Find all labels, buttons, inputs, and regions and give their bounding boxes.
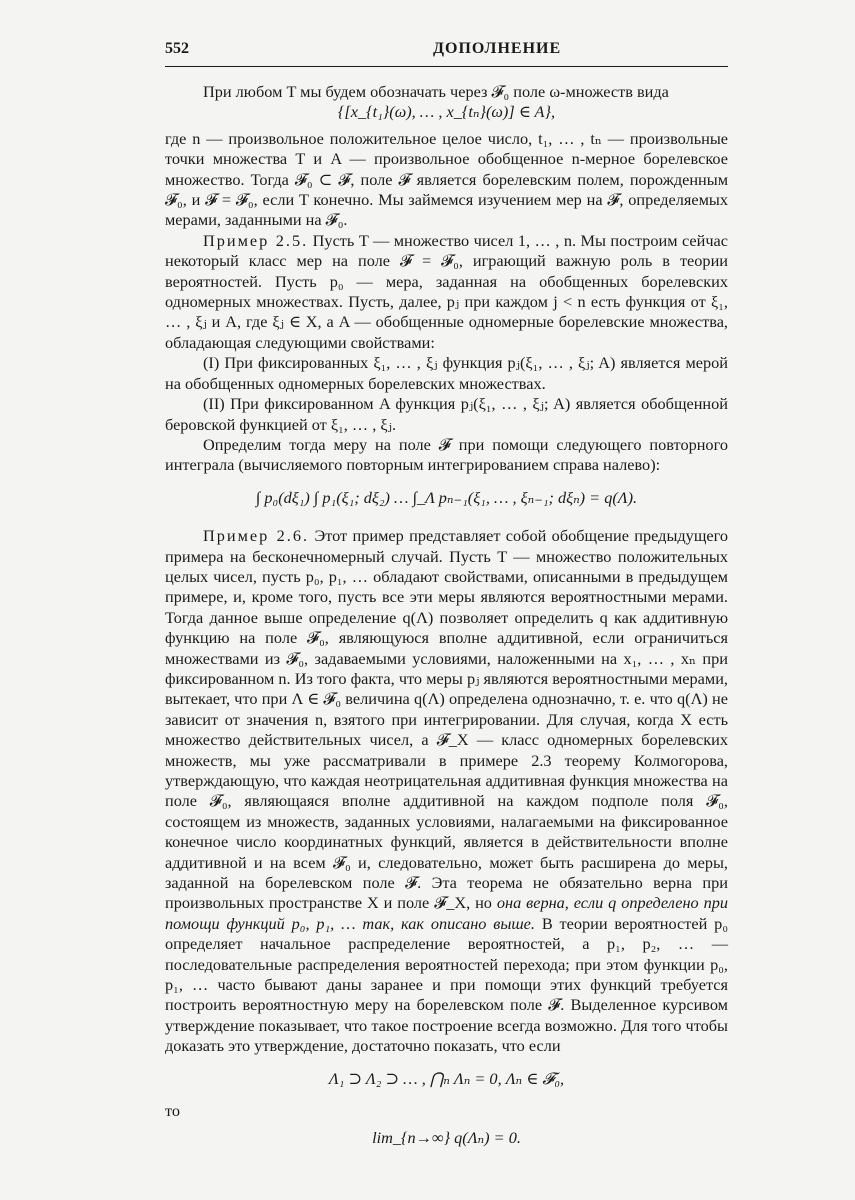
example-2-5-text: Пусть T — множество чисел 1, … , n. Мы построим сейчас некоторый класс мер на поле 𝓕 = 𝓕₀, играющий важную роль в теории вероятностей. Пусть p₀ — мера, заданная на обобщенных борелевских одномерных множествах. Пусть, далее, pⱼ при каждом j < n есть функция от ξ₁, … , ξⱼ и A, где ξⱼ ∈ X, а A — обобщенные одномерные борелевские множества, обладающая следующими свойствами:: [165, 230, 728, 352]
example-2-5: [165, 231, 728, 353]
example-2-6-italic-claim: она верна, если q определено при помощи функций p₀, p₁, … так, как описано выше.: [165, 893, 729, 933]
example-2-6-label: Пример 2.6.: [203, 526, 310, 546]
paragraph-field-definition: При любом T мы будем обозначать через 𝓕₀ поле ω-множеств вида: [203, 82, 669, 101]
paragraph-iterated-integral: Определим тогда меру на поле 𝓕 при помощи следующего повторного интеграла (вычисляемого повторным интегрированием справа налево):: [165, 434, 728, 475]
example-2-6-continuation: В теории вероятностей p₀ определяет начальное распределение вероятностей, а p₁, p₂, … — последовательные распределения вероятностей перехода; при этом функции p₀, p₁, … часто бывают даны заранее и при помощи этих функций требуется построить вероятностную меру на борелевском поле 𝓕. Выделенное курсивом утверждение показывает, что такое построение всегда возможно. Для того чтобы доказать это утверждение, достаточно показать, что если: [165, 913, 728, 1056]
running-title: ДОПОЛНЕНИЕ: [433, 40, 562, 57]
page-body: [165, 82, 728, 1148]
page-number: 552: [165, 40, 189, 57]
formula-omega-set: {[x_{t₁}(ω), … , x_{tₙ}(ω)] ∈ A},: [337, 102, 556, 122]
formula-limit: lim_{n→∞} q(Λₙ) = 0.: [372, 1127, 521, 1147]
formula-iterated-integral: ∫ p₀(dξ₁) ∫ p₁(ξ₁; dξ₂) … ∫_Λ pₙ₋₁(ξ₁, … , ξₙ₋₁; dξₙ) = q(Λ).: [255, 487, 638, 507]
word-to: то: [165, 1101, 181, 1121]
property-i: (I) При фиксированных ξ₁, … , ξⱼ функция pⱼ(ξ₁, … , ξⱼ; A) является мерой на обобщенных одномерных борелевских множествах.: [165, 353, 728, 393]
property-ii: (II) При фиксированном A функция pⱼ(ξ₁, … , ξⱼ; A) является обобщенной беровской функцией от ξ₁, … , ξⱼ.: [165, 394, 728, 434]
example-2-6: [165, 526, 728, 1057]
example-2-6-text: Этот пример представляет собой обобщение предыдущего примера на бесконечномерный случай. Пусть T — множество положительных целых чисел, пусть p₀, p₁, … обладают свойствами, описанными в предыдущем примере, и, кроме того, пусть все эти меры являются вероятностными мерами. Тогда данное выше определение q(Λ) позволяет определить q как аддитивную функцию на поле 𝓕₀, являющуюся вполне аддитивной, если ограничиться множествами из 𝓕₀, задаваемыми условиями, наложенными на x₁, … , xₙ при фиксированном n. Из того факта, что меры pⱼ являются вероятностными мерами, вытекает, что при Λ ∈ 𝓕₀ величина q(Λ) определена однозначно, т. е. что q(Λ) не зависит от значения n, взятого при интегрировании. Для случая, когда X есть множество действительных чисел, а 𝓕_X — класс одномерных борелевских множеств, мы уже рассматривали в примере 2.3 теорему Колмогорова, утверждающую, что каждая неотрицательная аддитивная функция множества на поле 𝓕₀, являющаяся вполне аддитивной на каждом подполе поля 𝓕₀, состоящем из множеств, заданных условиями, налагаемыми на фиксированное конечное число координатных функций, является в действительности вполне аддитивной и на всем 𝓕₀ и, следовательно, может быть расширена до меры, заданной на борелевском поле 𝓕. Эта теорема не обязательно верна при произвольных пространстве X и поле 𝓕_X, но: [165, 526, 728, 913]
running-header: [165, 40, 725, 64]
paragraph-field-properties: где n — произвольное положительное целое число, t₁, … , tₙ — произвольные точки множества T и A — произвольное обобщенное n-мерное борелевское множество. Тогда 𝓕₀ ⊂ 𝓕, поле 𝓕 является борелевским полем, порожденным 𝓕₀, и 𝓕 = 𝓕₀, если T конечно. Мы займемся изучением мер на 𝓕, определяемых мерами, заданными на 𝓕₀.: [165, 128, 728, 230]
formula-decreasing-sets: Λ₁ ⊃ Λ₂ ⊃ … , ⋂ₙ Λₙ = 0, Λₙ ∈ 𝓕₀,: [328, 1068, 565, 1088]
example-2-5-label: Пример 2.5.: [203, 230, 309, 250]
header-rule: [165, 66, 728, 67]
